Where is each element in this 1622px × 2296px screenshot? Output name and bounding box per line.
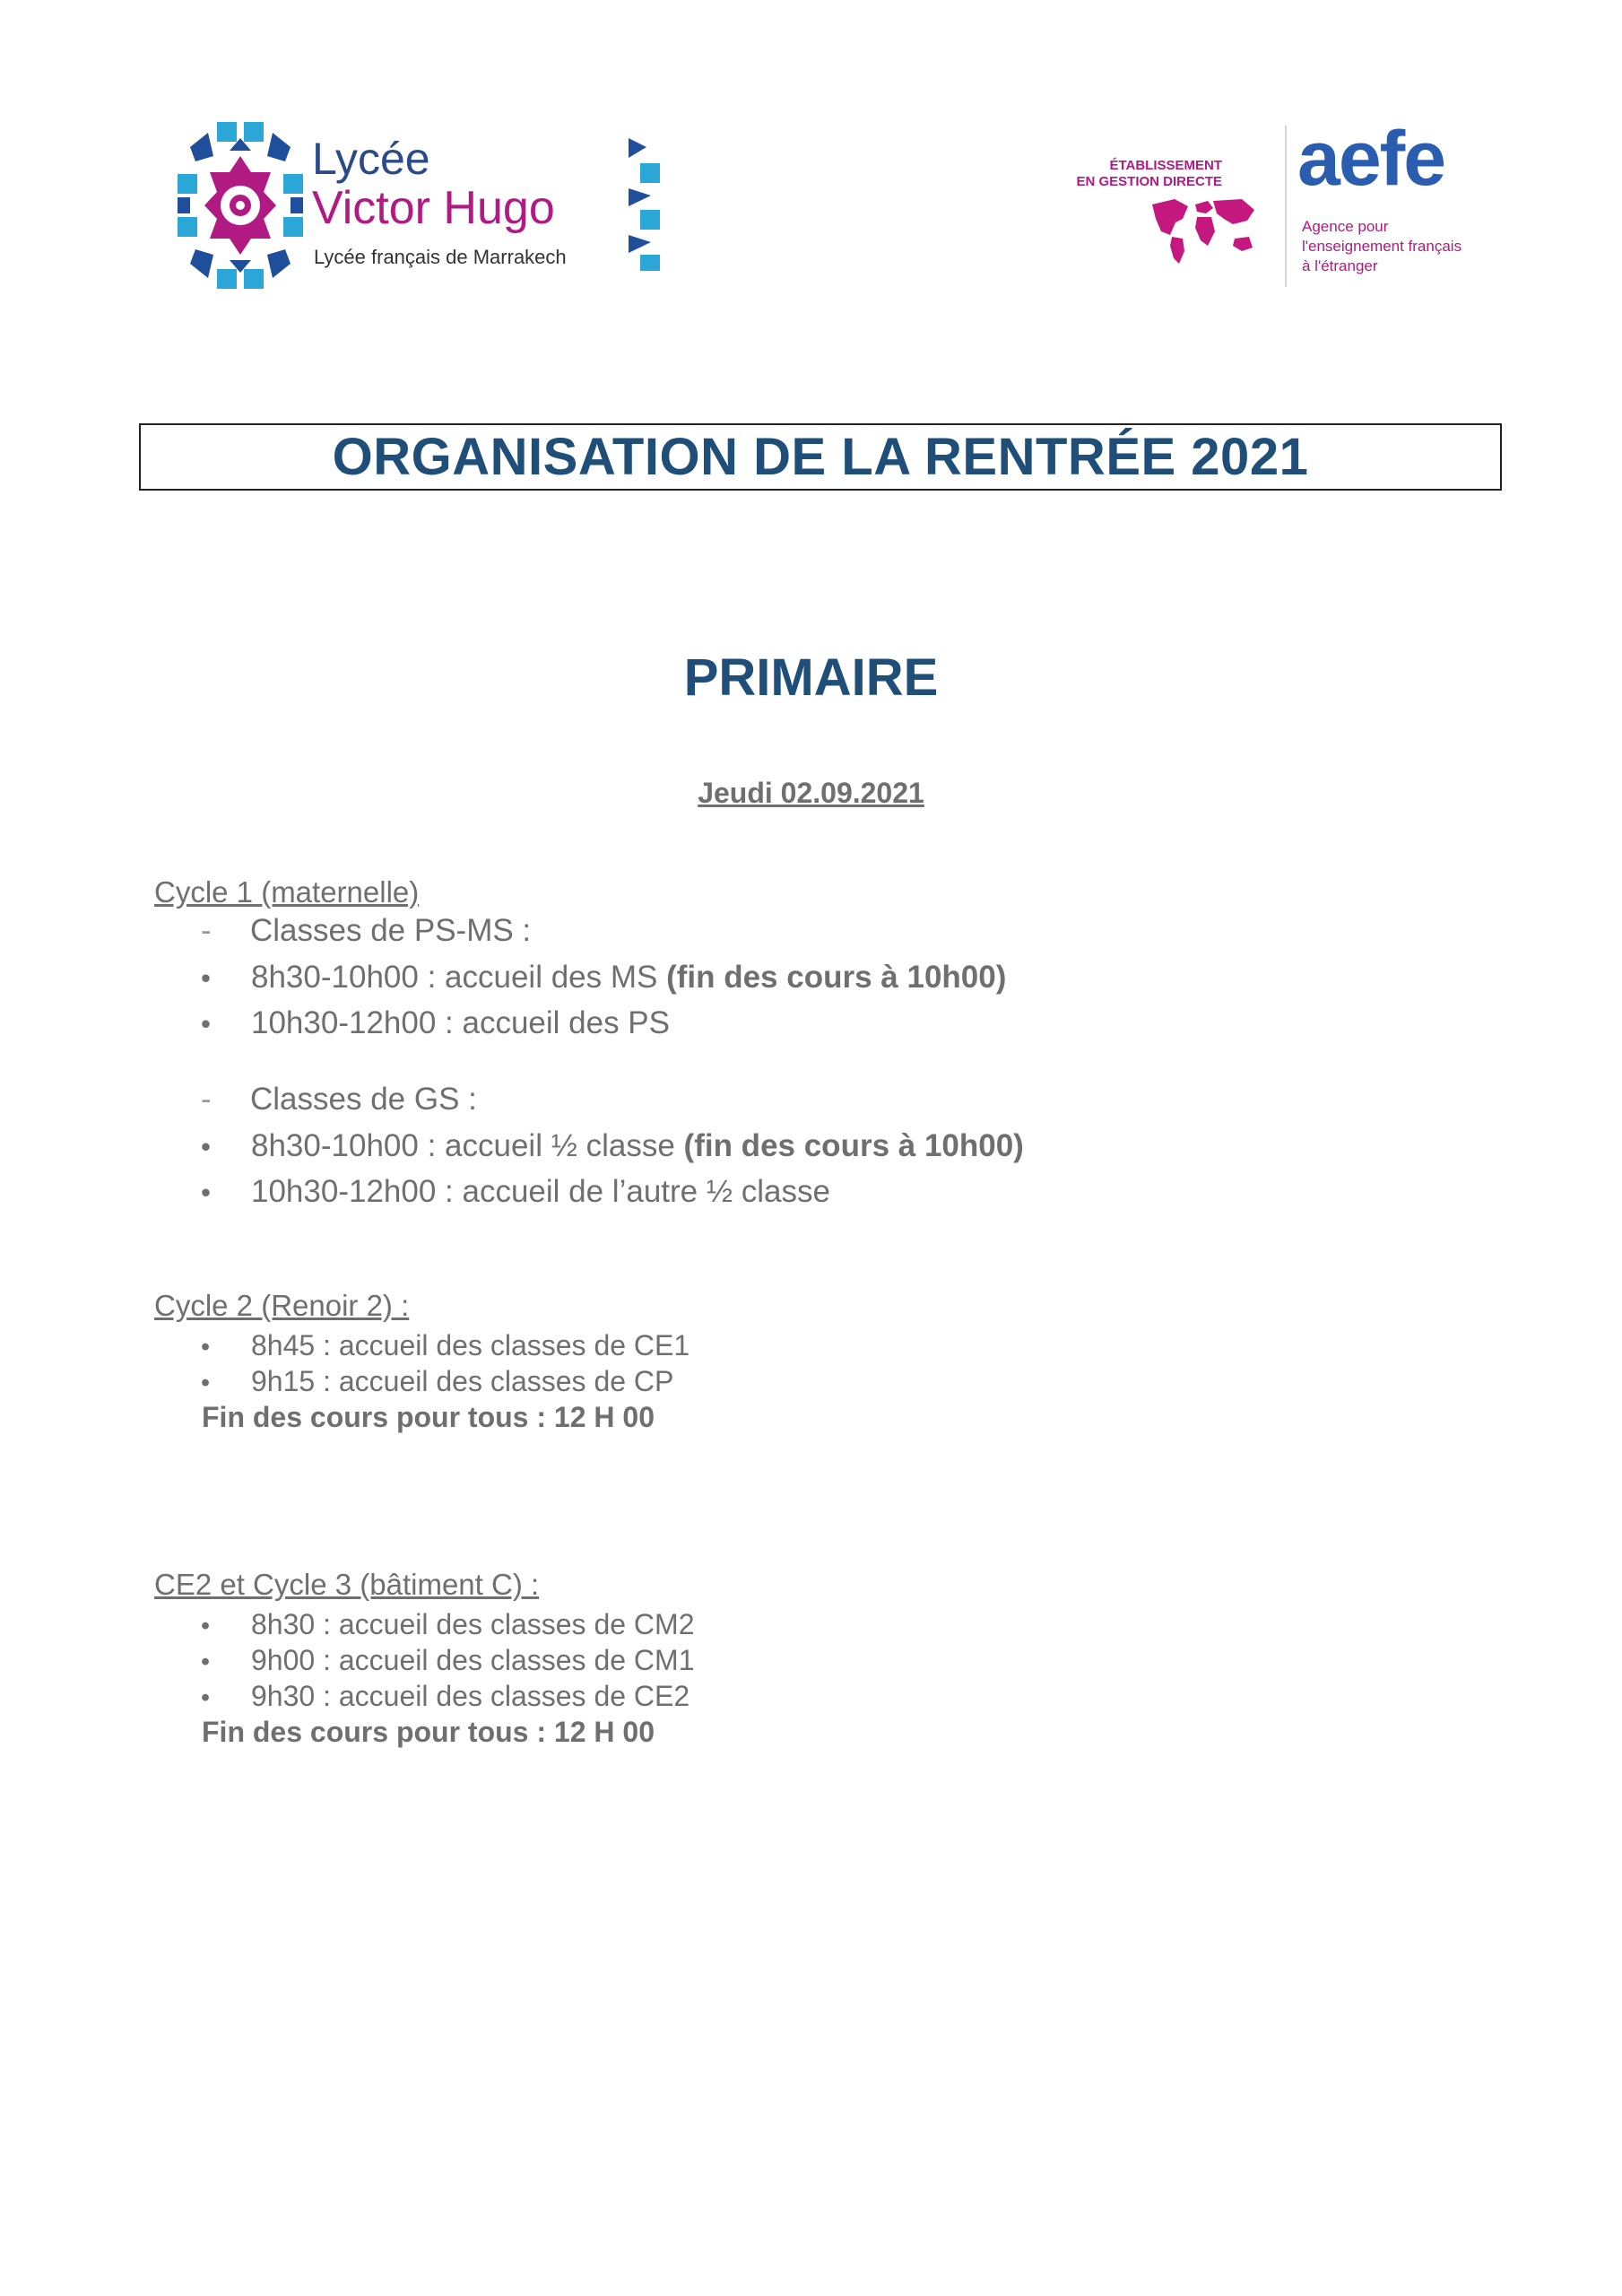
- list-item: [201, 1644, 694, 1677]
- aefe-tag-line3: à l'étranger: [1302, 257, 1378, 274]
- cycle3-closing: Fin des cours pour tous : 12 H 00: [202, 1716, 655, 1748]
- aefe-divider: [1285, 126, 1287, 287]
- world-map-icon: [1143, 196, 1260, 267]
- cycle1-heading: Cycle 1 (maternelle): [154, 875, 420, 909]
- section-subtitle: PRIMAIRE: [683, 648, 939, 707]
- bullet-marker: •: [201, 1683, 211, 1712]
- aefe-logo: [1076, 116, 1484, 296]
- bullet-marker: •: [201, 1176, 212, 1208]
- cycle2-closing: Fin des cours pour tous : 12 H 00: [202, 1401, 655, 1433]
- cycle2-heading: Cycle 2 (Renoir 2) :: [154, 1289, 410, 1322]
- list-item: [201, 1005, 670, 1041]
- list-item: [201, 1365, 673, 1398]
- list-item-text: 9h00 : accueil des classes de CM1: [251, 1644, 695, 1676]
- aefe-side-line1: ÉTABLISSEMENT: [1109, 158, 1222, 173]
- bullet-marker: •: [201, 1648, 211, 1676]
- list-item-text: 8h45 : accueil des classes de CE1: [251, 1329, 690, 1361]
- bullet-marker: •: [201, 1007, 212, 1039]
- lycee-name-line3: Lycée français de Marrakech: [314, 246, 567, 268]
- lycee-victor-hugo-logo: [178, 120, 680, 291]
- lycee-name-line2: Victor Hugo: [312, 182, 555, 234]
- dash-marker: -: [201, 913, 212, 948]
- list-item-text: 8h30 : accueil des classes de CM2: [251, 1608, 695, 1640]
- title-box: [139, 423, 1502, 491]
- list-item-bold: (fin des cours à 10h00): [683, 1128, 1024, 1163]
- list-item-text: 8h30-10h00 : accueil des MS: [251, 960, 667, 995]
- aefe-wordmark: aefe: [1297, 116, 1445, 202]
- list-item: [201, 960, 1006, 996]
- lycee-side-pattern-icon: [624, 138, 669, 273]
- list-item-text: 9h15 : accueil des classes de CP: [251, 1365, 674, 1397]
- cycle1-group2-label: [201, 1082, 477, 1118]
- group-label-text: Classes de GS :: [250, 1082, 477, 1117]
- aefe-tag-line1: Agence pour: [1302, 218, 1389, 235]
- aefe-tagline: [1302, 217, 1462, 276]
- group-label-text: Classes de PS-MS :: [250, 913, 532, 948]
- list-item-text: 9h30 : accueil des classes de CE2: [251, 1680, 690, 1712]
- list-item-bold: (fin des cours à 10h00): [666, 960, 1007, 995]
- list-item: [201, 1128, 1024, 1164]
- dash-marker: -: [201, 1082, 212, 1117]
- list-item-text: 10h30-12h00 : accueil des PS: [251, 1005, 670, 1040]
- bullet-marker: •: [201, 1130, 212, 1162]
- lycee-name-line1: Lycée: [312, 134, 430, 184]
- bullet-marker: •: [201, 961, 212, 994]
- event-date: Jeudi 02.09.2021: [698, 777, 924, 809]
- list-item: [201, 1174, 830, 1210]
- aefe-tag-line2: l'enseignement français: [1302, 238, 1462, 255]
- list-item: [201, 1329, 690, 1362]
- bullet-marker: •: [201, 1369, 211, 1397]
- lycee-emblem-icon: [178, 120, 303, 291]
- bullet-marker: •: [201, 1612, 211, 1640]
- cycle1-group1-label: [201, 913, 531, 949]
- list-item: [201, 1608, 694, 1641]
- aefe-side-line2: EN GESTION DIRECTE: [1076, 174, 1222, 189]
- list-item: [201, 1680, 690, 1713]
- bullet-marker: •: [201, 1333, 211, 1361]
- list-item-text: 10h30-12h00 : accueil de l’autre ½ classe: [251, 1174, 830, 1209]
- page-title: ORGANISATION DE LA RENTRÉE 2021: [332, 428, 1309, 486]
- aefe-side-text: [1076, 158, 1222, 190]
- cycle3-heading: CE2 et Cycle 3 (bâtiment C) :: [154, 1568, 540, 1601]
- list-item-text: 8h30-10h00 : accueil ½ classe: [251, 1128, 684, 1163]
